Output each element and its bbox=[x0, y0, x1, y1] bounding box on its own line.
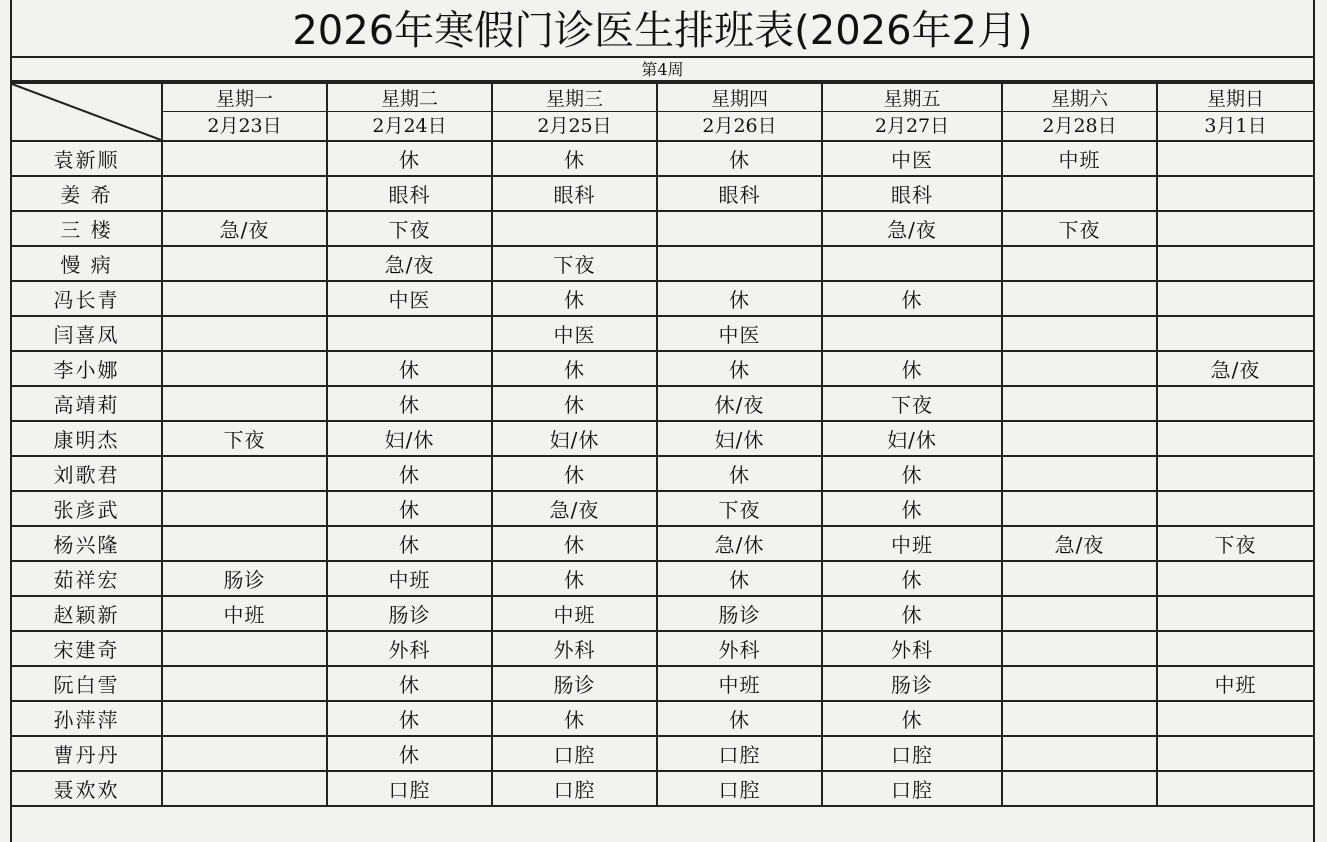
shift-cell: 口腔 bbox=[492, 736, 657, 771]
shift-cell: 口腔 bbox=[822, 736, 1002, 771]
doctor-name: 高靖莉 bbox=[12, 386, 162, 421]
shift-cell: 中医 bbox=[327, 281, 492, 316]
shift-cell: 休 bbox=[327, 701, 492, 736]
shift-cell: 急/夜 bbox=[492, 491, 657, 526]
shift-cell: 休 bbox=[492, 701, 657, 736]
shift-cell: 休 bbox=[822, 456, 1002, 491]
shift-cell: 下夜 bbox=[327, 211, 492, 246]
shift-cell: 中班 bbox=[492, 596, 657, 631]
shift-cell bbox=[1157, 316, 1313, 351]
day-name: 星期四 bbox=[658, 87, 821, 112]
shift-cell: 外科 bbox=[327, 631, 492, 666]
shift-cell: 休 bbox=[492, 386, 657, 421]
shift-cell: 肠诊 bbox=[657, 596, 822, 631]
shift-cell: 休 bbox=[822, 281, 1002, 316]
shift-cell bbox=[162, 771, 327, 806]
shift-cell bbox=[1002, 456, 1157, 491]
shift-cell: 下夜 bbox=[492, 246, 657, 281]
shift-cell bbox=[1157, 211, 1313, 246]
shift-cell: 肠诊 bbox=[162, 561, 327, 596]
shift-cell: 休 bbox=[327, 386, 492, 421]
day-header bbox=[822, 83, 1002, 141]
shift-cell bbox=[657, 246, 822, 281]
shift-cell: 眼科 bbox=[492, 176, 657, 211]
shift-cell: 眼科 bbox=[822, 176, 1002, 211]
day-header bbox=[1157, 83, 1313, 141]
shift-cell bbox=[822, 246, 1002, 281]
day-date: 2月23日 bbox=[207, 114, 282, 137]
shift-cell: 休 bbox=[657, 561, 822, 596]
doctor-name: 赵颖新 bbox=[12, 596, 162, 631]
shift-cell: 中班 bbox=[1002, 141, 1157, 176]
doctor-name: 袁新顺 bbox=[12, 141, 162, 176]
shift-cell bbox=[822, 316, 1002, 351]
doctor-name: 阮白雪 bbox=[12, 666, 162, 701]
doctor-name: 宋建奇 bbox=[12, 631, 162, 666]
shift-cell bbox=[1157, 596, 1313, 631]
shift-cell: 休 bbox=[492, 351, 657, 386]
shift-cell: 中班 bbox=[657, 666, 822, 701]
shift-cell bbox=[1157, 771, 1313, 806]
shift-cell bbox=[162, 701, 327, 736]
shift-cell: 口腔 bbox=[657, 771, 822, 806]
day-name: 星期三 bbox=[493, 87, 656, 112]
shift-cell: 口腔 bbox=[822, 771, 1002, 806]
day-header bbox=[162, 83, 327, 141]
shift-cell: 中班 bbox=[327, 561, 492, 596]
day-header bbox=[327, 83, 492, 141]
shift-cell bbox=[1002, 596, 1157, 631]
schedule-body bbox=[12, 141, 1313, 806]
shift-cell bbox=[1002, 701, 1157, 736]
shift-cell: 休 bbox=[822, 561, 1002, 596]
shift-cell: 肠诊 bbox=[822, 666, 1002, 701]
shift-cell bbox=[1157, 456, 1313, 491]
shift-cell: 眼科 bbox=[327, 176, 492, 211]
shift-cell bbox=[1157, 631, 1313, 666]
shift-cell: 中班 bbox=[1157, 666, 1313, 701]
day-name: 星期一 bbox=[163, 87, 326, 112]
doctor-name: 李小娜 bbox=[12, 351, 162, 386]
shift-cell: 休 bbox=[492, 561, 657, 596]
shift-cell: 中医 bbox=[492, 316, 657, 351]
shift-cell: 休 bbox=[327, 526, 492, 561]
shift-cell: 休 bbox=[492, 526, 657, 561]
shift-cell: 休 bbox=[492, 281, 657, 316]
shift-cell: 肠诊 bbox=[492, 666, 657, 701]
shift-cell: 休 bbox=[822, 596, 1002, 631]
shift-cell: 休 bbox=[327, 736, 492, 771]
table-row bbox=[12, 596, 1313, 631]
shift-cell bbox=[162, 631, 327, 666]
shift-cell: 口腔 bbox=[492, 771, 657, 806]
shift-cell bbox=[1157, 736, 1313, 771]
table-row bbox=[12, 281, 1313, 316]
shift-cell bbox=[1002, 771, 1157, 806]
shift-cell bbox=[1157, 386, 1313, 421]
shift-cell bbox=[1002, 246, 1157, 281]
shift-cell: 休 bbox=[822, 351, 1002, 386]
shift-cell: 休 bbox=[657, 141, 822, 176]
shift-cell: 急/夜 bbox=[1157, 351, 1313, 386]
shift-cell bbox=[1002, 666, 1157, 701]
shift-cell: 休 bbox=[327, 456, 492, 491]
page-title: 2026年寒假门诊医生排班表(2026年2月) bbox=[12, 0, 1313, 58]
shift-cell: 急/夜 bbox=[327, 246, 492, 281]
shift-cell: 外科 bbox=[657, 631, 822, 666]
table-row bbox=[12, 211, 1313, 246]
day-name: 星期六 bbox=[1003, 87, 1156, 112]
shift-cell: 休 bbox=[657, 701, 822, 736]
doctor-name: 姜 希 bbox=[12, 176, 162, 211]
shift-cell: 休 bbox=[492, 456, 657, 491]
table-row bbox=[12, 526, 1313, 561]
shift-cell: 眼科 bbox=[657, 176, 822, 211]
table-row bbox=[12, 491, 1313, 526]
shift-cell: 妇/休 bbox=[492, 421, 657, 456]
shift-cell: 休 bbox=[327, 666, 492, 701]
day-header bbox=[657, 83, 822, 141]
shift-cell: 妇/休 bbox=[327, 421, 492, 456]
shift-cell bbox=[1157, 176, 1313, 211]
shift-cell bbox=[1157, 701, 1313, 736]
shift-cell: 休 bbox=[822, 491, 1002, 526]
shift-cell: 外科 bbox=[492, 631, 657, 666]
doctor-name: 曹丹丹 bbox=[12, 736, 162, 771]
day-date: 3月1日 bbox=[1204, 114, 1267, 137]
doctor-name: 冯长青 bbox=[12, 281, 162, 316]
week-label: 第4周 bbox=[12, 58, 1313, 82]
table-row bbox=[12, 701, 1313, 736]
table-row bbox=[12, 246, 1313, 281]
diagonal-line bbox=[12, 84, 161, 140]
shift-cell: 口腔 bbox=[657, 736, 822, 771]
shift-cell bbox=[1002, 351, 1157, 386]
shift-cell bbox=[1157, 491, 1313, 526]
shift-cell: 中班 bbox=[822, 526, 1002, 561]
doctor-name: 杨兴隆 bbox=[12, 526, 162, 561]
table-row bbox=[12, 176, 1313, 211]
shift-cell bbox=[1157, 141, 1313, 176]
table-row bbox=[12, 666, 1313, 701]
shift-cell bbox=[1002, 316, 1157, 351]
shift-cell: 急/夜 bbox=[162, 211, 327, 246]
shift-cell bbox=[1157, 421, 1313, 456]
day-date: 2月26日 bbox=[702, 114, 777, 137]
shift-cell bbox=[1002, 176, 1157, 211]
table-row bbox=[12, 771, 1313, 806]
shift-cell: 急/夜 bbox=[1002, 526, 1157, 561]
shift-cell: 肠诊 bbox=[327, 596, 492, 631]
shift-cell bbox=[162, 386, 327, 421]
corner-cell bbox=[12, 83, 162, 141]
shift-cell: 休 bbox=[492, 141, 657, 176]
shift-cell: 下夜 bbox=[1157, 526, 1313, 561]
shift-cell bbox=[1157, 281, 1313, 316]
shift-cell: 中班 bbox=[162, 596, 327, 631]
shift-cell bbox=[1002, 561, 1157, 596]
day-name: 星期日 bbox=[1158, 87, 1313, 112]
shift-cell bbox=[162, 456, 327, 491]
shift-cell bbox=[1002, 631, 1157, 666]
shift-cell bbox=[1002, 281, 1157, 316]
header-row bbox=[12, 83, 1313, 141]
day-date: 2月24日 bbox=[372, 114, 447, 137]
shift-cell: 妇/休 bbox=[822, 421, 1002, 456]
shift-cell: 休 bbox=[657, 281, 822, 316]
table-row bbox=[12, 386, 1313, 421]
doctor-name: 聂欢欢 bbox=[12, 771, 162, 806]
table-row bbox=[12, 141, 1313, 176]
day-date: 2月28日 bbox=[1042, 114, 1117, 137]
shift-cell bbox=[1002, 491, 1157, 526]
shift-cell bbox=[1002, 386, 1157, 421]
shift-cell bbox=[162, 316, 327, 351]
doctor-name: 三 楼 bbox=[12, 211, 162, 246]
day-header bbox=[1002, 83, 1157, 141]
doctor-name: 茹祥宏 bbox=[12, 561, 162, 596]
day-name: 星期二 bbox=[328, 87, 491, 112]
doctor-name: 慢 病 bbox=[12, 246, 162, 281]
table-row bbox=[12, 351, 1313, 386]
shift-cell bbox=[162, 246, 327, 281]
doctor-name: 刘歌君 bbox=[12, 456, 162, 491]
shift-cell bbox=[1157, 561, 1313, 596]
doctor-name: 张彦武 bbox=[12, 491, 162, 526]
doctor-name: 康明杰 bbox=[12, 421, 162, 456]
day-date: 2月25日 bbox=[537, 114, 612, 137]
shift-cell bbox=[162, 176, 327, 211]
table-row bbox=[12, 456, 1313, 491]
shift-cell bbox=[162, 281, 327, 316]
table-row bbox=[12, 631, 1313, 666]
table-row bbox=[12, 316, 1313, 351]
shift-cell bbox=[327, 316, 492, 351]
shift-cell: 休 bbox=[657, 456, 822, 491]
shift-cell: 口腔 bbox=[327, 771, 492, 806]
shift-cell bbox=[657, 211, 822, 246]
shift-cell: 下夜 bbox=[822, 386, 1002, 421]
shift-cell: 中医 bbox=[822, 141, 1002, 176]
shift-cell bbox=[162, 666, 327, 701]
shift-cell: 下夜 bbox=[162, 421, 327, 456]
shift-cell bbox=[162, 736, 327, 771]
shift-cell bbox=[1157, 246, 1313, 281]
day-name: 星期五 bbox=[823, 87, 1001, 112]
shift-cell: 休 bbox=[327, 351, 492, 386]
shift-cell bbox=[162, 491, 327, 526]
shift-cell: 下夜 bbox=[1002, 211, 1157, 246]
shift-cell: 妇/休 bbox=[657, 421, 822, 456]
shift-cell: 下夜 bbox=[657, 491, 822, 526]
shift-cell bbox=[492, 211, 657, 246]
table-row bbox=[12, 736, 1313, 771]
shift-cell: 休 bbox=[327, 141, 492, 176]
shift-cell bbox=[162, 526, 327, 561]
table-row bbox=[12, 561, 1313, 596]
shift-cell bbox=[1002, 736, 1157, 771]
shift-cell: 休 bbox=[822, 701, 1002, 736]
shift-cell: 休/夜 bbox=[657, 386, 822, 421]
shift-cell: 休 bbox=[327, 491, 492, 526]
doctor-name: 闫喜凤 bbox=[12, 316, 162, 351]
shift-cell: 外科 bbox=[822, 631, 1002, 666]
shift-cell bbox=[162, 141, 327, 176]
shift-cell: 急/夜 bbox=[822, 211, 1002, 246]
shift-cell bbox=[162, 351, 327, 386]
doctor-name: 孙萍萍 bbox=[12, 701, 162, 736]
schedule-table bbox=[12, 82, 1313, 807]
schedule-sheet bbox=[10, 0, 1315, 842]
table-row bbox=[12, 421, 1313, 456]
day-date: 2月27日 bbox=[874, 114, 950, 137]
day-header bbox=[492, 83, 657, 141]
shift-cell bbox=[1002, 421, 1157, 456]
shift-cell: 中医 bbox=[657, 316, 822, 351]
shift-cell: 休 bbox=[657, 351, 822, 386]
shift-cell: 急/休 bbox=[657, 526, 822, 561]
